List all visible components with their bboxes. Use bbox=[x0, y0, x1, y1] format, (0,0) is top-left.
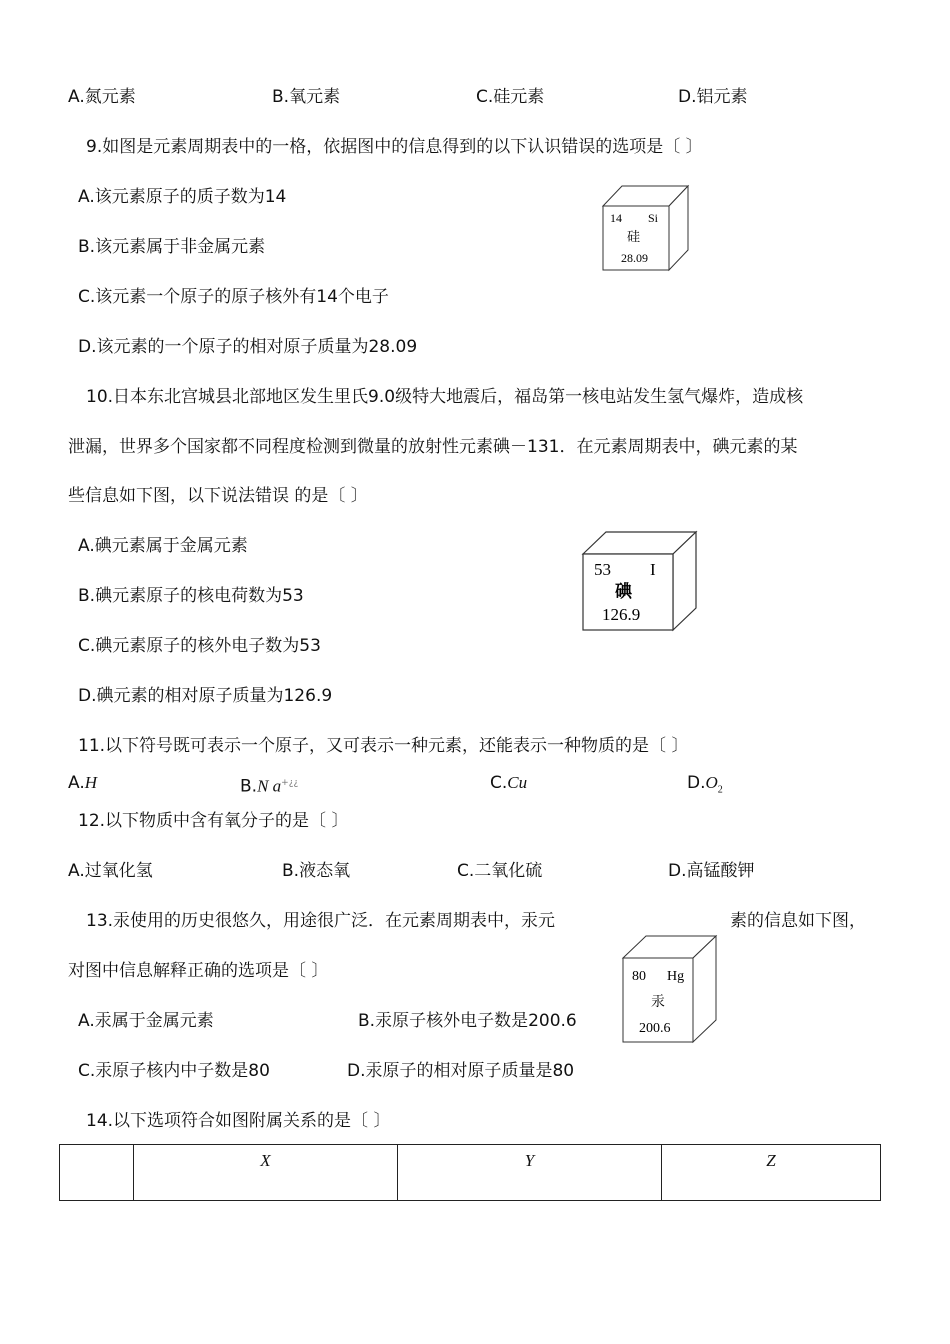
i-name: 碘 bbox=[615, 582, 632, 602]
q10-option-b: B.碘元素原子的核电荷数为53 bbox=[78, 586, 304, 606]
q8-option-b: B.氧元素 bbox=[272, 87, 341, 107]
q10-stem-line1: 10.日本东北宫城县北部地区发生里氏9.0级特大地震后，福岛第一核电站发生氢气爆炸，造成核 bbox=[86, 387, 804, 407]
hg-mass: 200.6 bbox=[639, 1021, 671, 1036]
q9-option-a: A.该元素原子的质子数为14 bbox=[78, 187, 287, 207]
q11-option-a: A.H bbox=[68, 773, 98, 793]
hg-symbol: Hg bbox=[667, 969, 685, 984]
si-number: 14 bbox=[610, 211, 622, 225]
q8-option-d: D.铝元素 bbox=[678, 87, 748, 107]
q9-stem: 9.如图是元素周期表中的一格，依据图中的信息得到的以下认识错误的选项是〔 〕 bbox=[86, 137, 703, 157]
q10-option-a: A.碘元素属于金属元素 bbox=[78, 536, 248, 556]
q12-option-d: D.高锰酸钾 bbox=[668, 861, 755, 881]
q9-option-c: C.该元素一个原子的原子核外有14个电子 bbox=[78, 287, 389, 307]
q8-option-a: A.氮元素 bbox=[68, 87, 136, 107]
table-header-blank bbox=[60, 1145, 134, 1201]
q9-option-d: D.该元素的一个原子的相对原子质量为28.09 bbox=[78, 337, 418, 357]
q10-option-c: C.碘元素原子的核外电子数为53 bbox=[78, 636, 321, 656]
q12-option-a: A.过氧化氢 bbox=[68, 861, 153, 881]
q14-table bbox=[59, 1144, 881, 1201]
si-mass: 28.09 bbox=[621, 251, 648, 265]
silicon-element-cell bbox=[600, 184, 692, 274]
q10-stem-line3: 些信息如下图，以下说法错误 的是〔 〕 bbox=[68, 486, 368, 506]
i-mass: 126.9 bbox=[602, 605, 641, 624]
q11-stem: 11.以下符号既可表示一个原子，又可表示一种元素，还能表示一种物质的是〔 〕 bbox=[78, 736, 689, 756]
q14-stem: 14.以下选项符合如图附属关系的是〔 〕 bbox=[86, 1111, 391, 1131]
q13-option-b: B.汞原子核外电子数是200.6 bbox=[358, 1011, 577, 1031]
q12-option-b: B.液态氧 bbox=[282, 861, 351, 881]
q13-stem-part2: 素的信息如下图， bbox=[730, 911, 866, 931]
iodine-element-cell bbox=[580, 530, 700, 634]
q12-option-c: C.二氧化硫 bbox=[457, 861, 543, 881]
si-name: 硅 bbox=[627, 230, 641, 245]
q13-stem-part1: 13.汞使用的历史很悠久，用途很广泛．在元素周期表中，汞元 bbox=[86, 911, 556, 931]
q13-option-d: D.汞原子的相对原子质量是80 bbox=[347, 1061, 575, 1081]
hg-number: 80 bbox=[632, 969, 646, 984]
table-header-z: Z bbox=[662, 1145, 881, 1201]
mercury-element-cell bbox=[620, 934, 720, 1044]
q8-option-c: C.硅元素 bbox=[476, 87, 545, 107]
table-header-y: Y bbox=[398, 1145, 662, 1201]
q12-stem: 12.以下物质中含有氧分子的是〔 〕 bbox=[78, 811, 349, 831]
q11-option-d: $D.O_2$ bbox=[687, 773, 723, 796]
table-header-x: X bbox=[134, 1145, 398, 1201]
q11-option-c: C.Cu bbox=[490, 773, 528, 793]
q13-option-a: A.汞属于金属元素 bbox=[78, 1011, 214, 1031]
q13-option-c: C.汞原子核内中子数是80 bbox=[78, 1061, 270, 1081]
i-symbol: I bbox=[650, 560, 656, 579]
q10-stem-line2: 泄漏，世界多个国家都不同程度检测到微量的放射性元素碘－131．在元素周期表中，碘元素的某 bbox=[68, 437, 798, 457]
hg-name: 汞 bbox=[651, 994, 665, 1010]
q10-option-d: D.碘元素的相对原子质量为126.9 bbox=[78, 686, 333, 706]
table-row bbox=[60, 1145, 881, 1201]
si-symbol: Si bbox=[648, 211, 659, 225]
q11-option-b: B.N a+¿¿ bbox=[240, 776, 299, 797]
i-number: 53 bbox=[594, 560, 611, 579]
q13-stem-line2: 对图中信息解释正确的选项是〔 〕 bbox=[68, 961, 329, 981]
q9-option-b: B.该元素属于非金属元素 bbox=[78, 237, 266, 257]
